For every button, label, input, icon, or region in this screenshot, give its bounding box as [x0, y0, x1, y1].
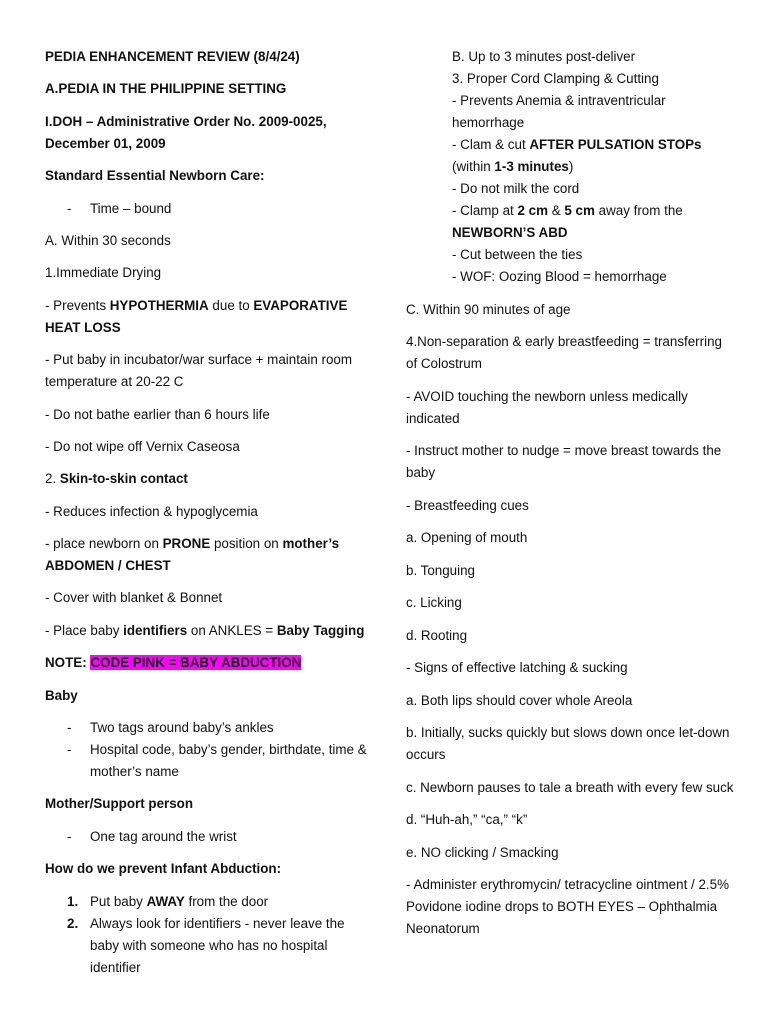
paragraph-prone — [45, 533, 375, 577]
numbered-item-text: Always look for identifiers - never leave the baby with someone who has no hospital identifier — [90, 915, 345, 975]
text: - Clam & cut — [452, 137, 530, 152]
paragraph: - Cover with blanket & Bonnet — [45, 590, 223, 606]
paragraph: - Reduces infection & hypoglycemia — [45, 503, 258, 519]
bold-text: NEWBORN’S ABD — [452, 225, 568, 240]
latching-item: c. Newborn pauses to tale a breath with every few suck — [406, 779, 734, 795]
paragraph-clamp-after — [452, 134, 736, 178]
list-item — [45, 739, 375, 783]
paragraph-hypothermia — [45, 295, 375, 339]
text: from the door — [184, 893, 269, 909]
left-column — [45, 46, 375, 979]
standard-care-heading: Standard Essential Newborn Care: — [45, 168, 265, 184]
note — [45, 652, 375, 674]
text: ) — [568, 159, 574, 174]
dash-marker: - — [67, 828, 72, 844]
cue-item: a. Opening of mouth — [406, 530, 528, 545]
baby-heading: Baby — [45, 687, 78, 703]
list-item — [45, 717, 375, 739]
list-item-text: One tag around the wrist — [90, 828, 237, 844]
bold-text: HYPOTHERMIA — [109, 297, 209, 313]
number-marker: 2. — [67, 915, 79, 931]
cue-item: d. Rooting — [406, 627, 468, 643]
bold-text: 1-3 minutes — [494, 159, 569, 174]
note-label: NOTE: — [45, 655, 91, 671]
list-item-text: Two tags around baby’s ankles — [90, 720, 274, 736]
number-marker: 1. — [67, 893, 79, 909]
latching-item: a. Both lips should cover whole Areola — [406, 692, 633, 708]
text: due to — [208, 297, 254, 313]
bold-text: 2 cm — [517, 203, 549, 218]
bold-text: EVAPORATIVE HEAT LOSS — [45, 297, 348, 335]
paragraph: - Do not milk the cord — [452, 181, 580, 196]
cue-item: c. Licking — [406, 595, 462, 610]
subheading: 1.Immediate Drying — [45, 265, 162, 281]
cue-item: b. Tonguing — [406, 562, 475, 578]
prevent-heading: How do we prevent Infant Abduction: — [45, 861, 282, 877]
subheading: C. Within 90 minutes of age — [406, 301, 571, 317]
list-item — [45, 826, 375, 848]
bold-text: 5 cm — [564, 203, 595, 218]
numbered-item — [45, 891, 375, 913]
text: (within — [452, 159, 495, 174]
paragraph: - Cut between the ties — [452, 247, 583, 262]
text: 2. — [45, 471, 60, 487]
latching-item: d. “Huh-ah,” “ca,” “k” — [406, 812, 528, 827]
latching-heading: - Signs of effective latching & sucking — [406, 660, 628, 675]
right-column — [406, 46, 736, 951]
paragraph: - Do not bathe earlier than 6 hours life — [45, 406, 270, 422]
paragraph: - WOF: Oozing Blood = hemorrhage — [452, 269, 667, 284]
dash-marker: - — [67, 200, 72, 216]
paragraph-clamp-at — [452, 200, 736, 244]
mother-heading: Mother/Support person — [45, 796, 194, 812]
text: - place newborn on — [45, 536, 163, 552]
text: away from the — [594, 203, 683, 218]
cord-care-block — [406, 46, 736, 288]
text: - Clamp at — [452, 203, 518, 218]
bold-text: AWAY — [146, 893, 185, 909]
paragraph: 4.Non-separation & early breastfeeding = transferring of Colostrum — [406, 334, 722, 371]
text: - Prevents — [45, 297, 110, 313]
text: position on — [210, 536, 283, 552]
subheading: B. Up to 3 minutes post-deliver — [452, 49, 636, 64]
prevent-list — [45, 891, 375, 979]
highlighted-text: CODE PINK = BABY ABDUCTION — [90, 655, 302, 671]
text: Put baby — [90, 893, 147, 909]
paragraph-skin-contact — [45, 468, 375, 490]
subheading: 3. Proper Cord Clamping & Cutting — [452, 71, 659, 86]
text: - Place baby — [45, 622, 124, 638]
bold-text: Baby Tagging — [276, 622, 365, 638]
numbered-item-text — [90, 891, 268, 913]
paragraph-tagging — [45, 620, 375, 642]
doh-order-heading: I.DOH – Administrative Order No. 2009-0025, December 01, 2009 — [45, 113, 327, 151]
latching-item: e. NO clicking / Smacking — [406, 844, 559, 860]
cues-heading: - Breastfeeding cues — [406, 497, 529, 513]
list-item-text: Hospital code, baby’s gender, birthdate, time & mother’s name — [90, 742, 367, 780]
paragraph: - Prevents Anemia & intraventricular hemorrhage — [452, 93, 666, 130]
latching-item: b. Initially, sucks quickly but slows down once let-down occurs — [406, 725, 730, 762]
paragraph: - Do not wipe off Vernix Caseosa — [45, 438, 240, 454]
numbered-item — [45, 913, 375, 979]
section-heading: A.PEDIA IN THE PHILIPPINE SETTING — [45, 81, 287, 97]
paragraph: - AVOID touching the newborn unless medically indicated — [406, 388, 688, 426]
dash-marker: - — [67, 720, 72, 736]
paragraph: - Instruct mother to nudge = move breast towards the baby — [406, 443, 722, 480]
bold-text: identifiers — [123, 622, 188, 638]
text: on ANKLES = — [187, 622, 277, 638]
subheading: A. Within 30 seconds — [45, 232, 171, 248]
list-item-text: Time – bound — [90, 200, 172, 216]
text: & — [548, 203, 565, 218]
list-item — [45, 198, 375, 220]
bold-text: PRONE — [162, 536, 211, 552]
paragraph: - Administer erythromycin/ tetracycline ointment / 2.5% Povidone iodine drops to BOTH EYES – Ophthalmia Neonatorum — [406, 877, 729, 936]
paragraph: - Put baby in incubator/war surface + maintain room temperature at 20-22 C — [45, 352, 353, 390]
baby-list — [45, 717, 375, 783]
bold-text: mother’s ABDOMEN / CHEST — [45, 536, 340, 574]
bold-text: AFTER PULSATION STOPs — [529, 137, 702, 152]
bold-text: Skin-to-skin contact — [59, 471, 188, 487]
document-title: PEDIA ENHANCEMENT REVIEW (8/4/24) — [45, 49, 300, 64]
mother-list — [45, 826, 375, 848]
dash-marker: - — [67, 742, 72, 758]
